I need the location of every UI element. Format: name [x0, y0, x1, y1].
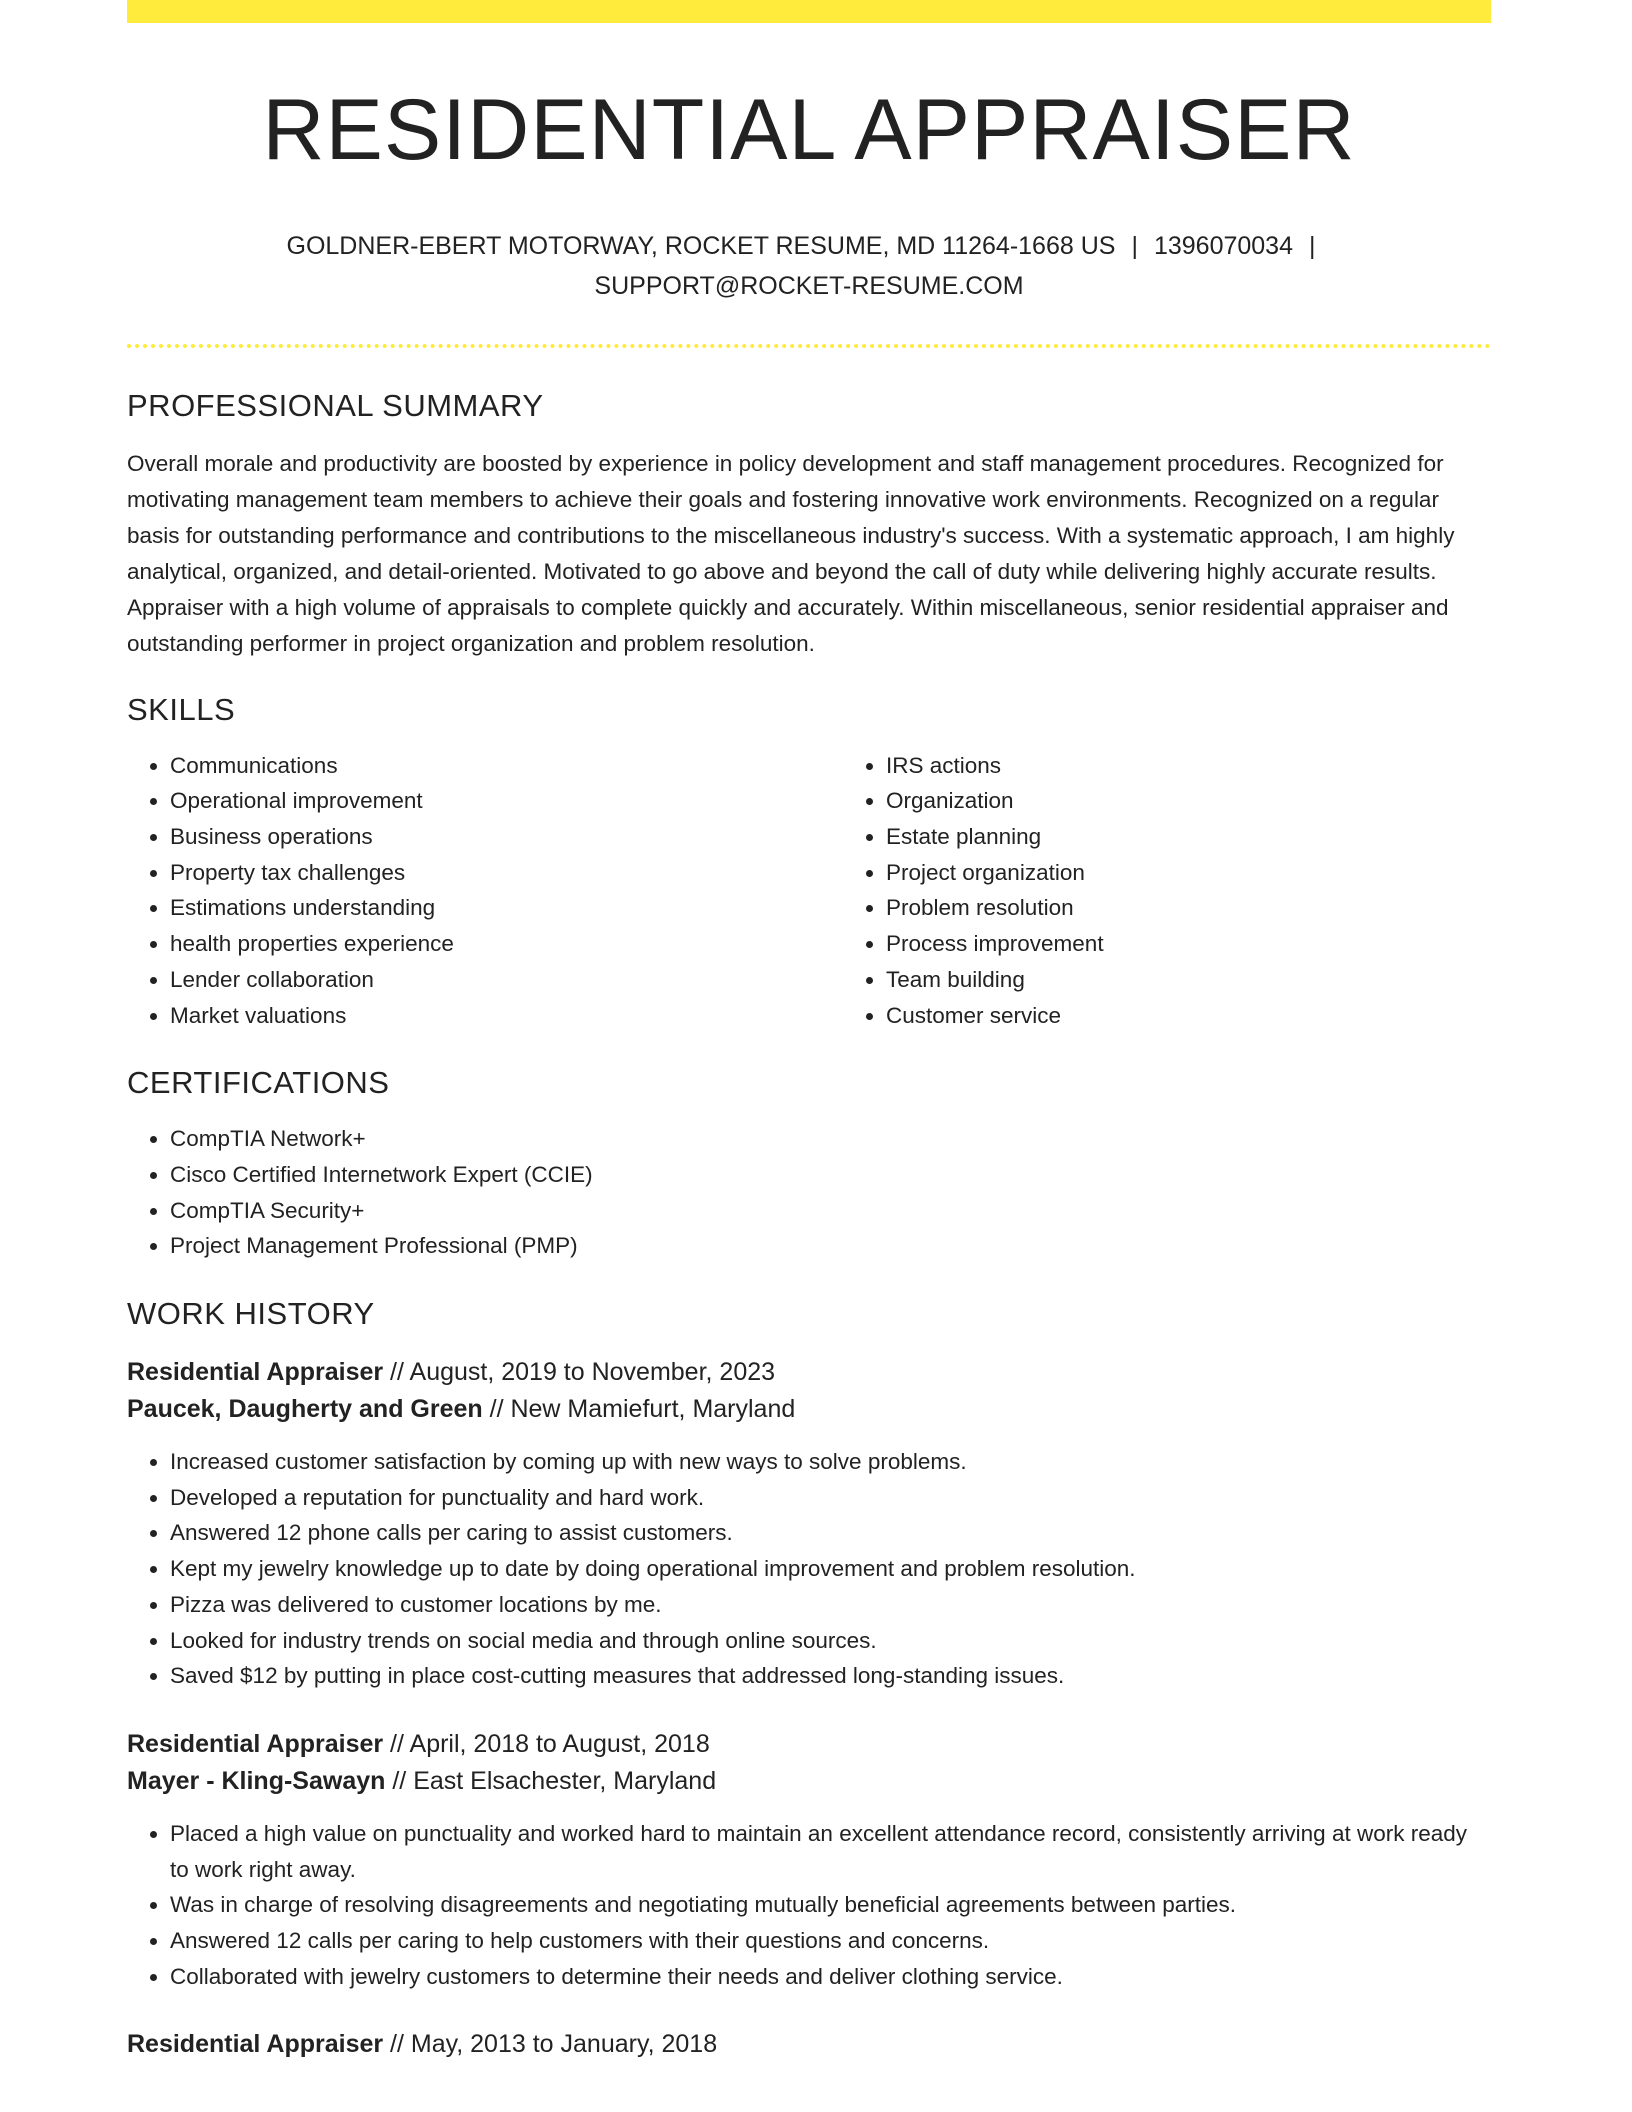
- job-bullet: • Developed a reputation for punctuality and hard work.: [170, 1480, 1491, 1516]
- job-entry: [127, 1354, 1491, 1694]
- job-company: Mayer - Kling-Sawayn: [127, 1766, 386, 1795]
- skill-item: • Estimations understanding: [170, 890, 800, 926]
- skill-item: • Organization: [886, 783, 1486, 819]
- dotted-divider: [127, 344, 1491, 348]
- skill-item: • Team building: [886, 962, 1486, 998]
- skill-item: • Problem resolution: [886, 890, 1486, 926]
- skill-item: • IRS actions: [886, 748, 1486, 784]
- job-dates: // April, 2018 to August, 2018: [383, 1729, 710, 1758]
- accent-top-bar: [127, 0, 1491, 23]
- contact-phone: 1396070034: [1153, 231, 1293, 260]
- job-title: Residential Appraiser: [127, 1729, 384, 1758]
- section-title-work-history: WORK HISTORY: [127, 1296, 375, 1332]
- section-title-summary: PROFESSIONAL SUMMARY: [127, 387, 544, 423]
- certifications-list: [127, 1121, 1491, 1264]
- skill-item: • Property tax challenges: [170, 855, 800, 891]
- job-bullets: [127, 1816, 1491, 1995]
- job-title-line: [127, 1354, 1491, 1391]
- skill-item: • Project organization: [886, 855, 1486, 891]
- job-bullets: [127, 1444, 1491, 1694]
- section-title-certifications: CERTIFICATIONS: [127, 1065, 390, 1101]
- job-bullet: • Increased customer satisfaction by coming up with new ways to solve problems.: [170, 1444, 1491, 1480]
- job-bullet: • Pizza was delivered to customer locations by me.: [170, 1587, 1491, 1623]
- job-company: Paucek, Daugherty and Green: [127, 1395, 483, 1424]
- certification-item: • Cisco Certified Internetwork Expert (CCIE): [170, 1157, 1491, 1193]
- job-title: Residential Appraiser: [127, 2030, 384, 2059]
- job-dates: // August, 2019 to November, 2023: [383, 1358, 776, 1387]
- certification-item: • CompTIA Network+: [170, 1121, 1491, 1157]
- resume-page: [127, 0, 1491, 2063]
- job-entry: [127, 1726, 1491, 1995]
- skill-item: • Process improvement: [886, 926, 1486, 962]
- job-title-line: [127, 2026, 1491, 2063]
- job-bullet: • Saved $12 by putting in place cost-cutting measures that addressed long-standing issues.: [170, 1658, 1491, 1694]
- resume-name: RESIDENTIAL APPRAISER: [262, 82, 1356, 178]
- job-bullet: • Was in charge of resolving disagreements and negotiating mutually beneficial agreements between parties.: [170, 1887, 1491, 1923]
- contact-email: SUPPORT@ROCKET-RESUME.COM: [594, 271, 1024, 300]
- skill-item: • Business operations: [170, 819, 800, 855]
- job-title: Residential Appraiser: [127, 1358, 384, 1387]
- job-bullet: • Answered 12 calls per caring to help customers with their questions and concerns.: [170, 1923, 1491, 1959]
- job-company-line: [127, 1391, 1491, 1428]
- section-title-skills: SKILLS: [127, 691, 236, 727]
- job-entry: [127, 2026, 1491, 2063]
- skill-item: • Market valuations: [170, 998, 800, 1034]
- job-bullet: • Placed a high value on punctuality and worked hard to maintain an excellent attendance record, consistently arriving at work ready to work right away.: [170, 1816, 1491, 1887]
- contact-info: [127, 226, 1491, 306]
- job-company-line: [127, 1763, 1491, 1800]
- skill-item: • Lender collaboration: [170, 962, 800, 998]
- skills-grid: [127, 728, 1491, 1034]
- certification-item: • Project Management Professional (PMP): [170, 1228, 1491, 1264]
- job-location: // East Elsachester, Maryland: [385, 1766, 717, 1795]
- job-title-line: [127, 1726, 1491, 1763]
- skill-item: • Communications: [170, 748, 800, 784]
- job-bullet: • Looked for industry trends on social media and through online sources.: [170, 1623, 1491, 1659]
- contact-separator: |: [1131, 231, 1138, 260]
- job-bullet: • Kept my jewelry knowledge up to date by doing operational improvement and problem resolution.: [170, 1551, 1491, 1587]
- contact-address: GOLDNER-EBERT MOTORWAY, ROCKET RESUME, MD 11264-1668 US: [286, 231, 1116, 260]
- certification-item: • CompTIA Security+: [170, 1193, 1491, 1229]
- skill-item: • health properties experience: [170, 926, 800, 962]
- job-bullet: • Answered 12 phone calls per caring to assist customers.: [170, 1515, 1491, 1551]
- summary-text: Overall morale and productivity are boosted by experience in policy development and staff management procedures. Recognized for motivating management team members to achieve their goals and fostering innovative work environments. Recognized on a regular basis for outstanding performance and contributions to the miscellaneous industry's success. With a systematic approach, I am highly analytical, organized, and detail-oriented. Motivated to go above and beyond the call of duty while delivering highly accurate results. Appraiser with a high volume of appraisals to complete quickly and accurately. Within miscellaneous, senior residential appraiser and outstanding performer in project organization and problem resolution.: [127, 450, 1455, 656]
- skill-item: • Customer service: [886, 998, 1486, 1034]
- skills-list-left: [127, 748, 800, 1034]
- job-location: // New Mamiefurt, Maryland: [482, 1395, 796, 1424]
- skill-item: • Estate planning: [886, 819, 1486, 855]
- contact-separator: |: [1309, 231, 1316, 260]
- skills-list-right: [843, 748, 1486, 1034]
- job-bullet: • Collaborated with jewelry customers to determine their needs and deliver clothing service.: [170, 1959, 1491, 1995]
- job-dates: // May, 2013 to January, 2018: [383, 2030, 718, 2059]
- skill-item: • Operational improvement: [170, 783, 800, 819]
